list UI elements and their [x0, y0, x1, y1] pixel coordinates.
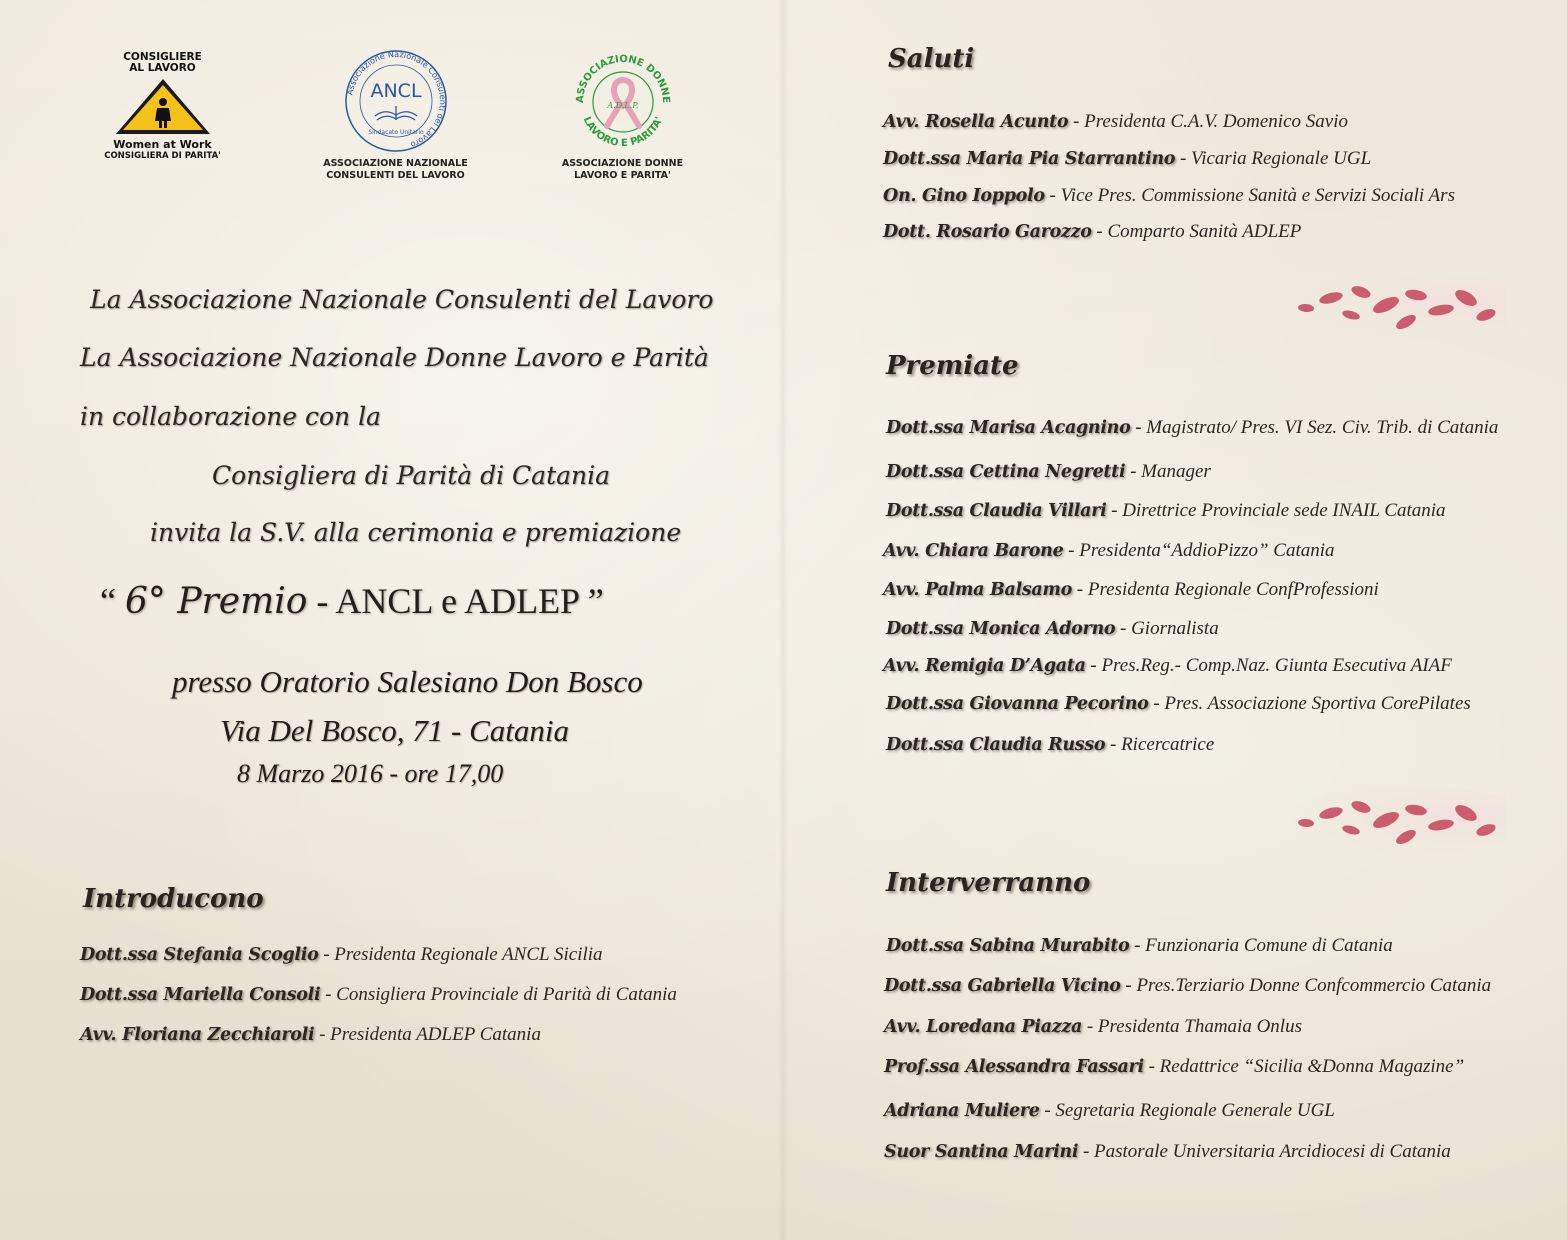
interverranno-entry [884, 1056, 1464, 1078]
logo-top-line2: AL LAVORO [129, 62, 196, 74]
premiate-entry [883, 540, 1335, 562]
premiate-entry [886, 618, 1219, 640]
address: Via Del Bosco, 71 - Catania [220, 713, 569, 748]
rose-petals-decoration [1211, 270, 1506, 340]
adlep-caption-1: ASSOCIAZIONE DONNE [561, 158, 684, 169]
premiate-entry [886, 693, 1471, 715]
premiate-title: Premiate [886, 351, 1019, 381]
ancl-emblem-text: ANCL [369, 80, 422, 102]
premiate-entry [883, 655, 1452, 677]
award-open-quote: “ [100, 581, 125, 621]
interverranno-title: Interverranno [886, 868, 1091, 898]
invitation-line-1: La Associazione Nazionale Consulenti del Lavoro [90, 285, 714, 314]
premiate-entry [886, 500, 1446, 522]
person-role: - Manager [1125, 461, 1211, 482]
adlep-logo [555, 50, 690, 182]
open-book-icon [375, 106, 417, 120]
person-name: Avv. Chiara Barone [883, 541, 1064, 561]
person-name: Dott.ssa Mariella Consoli [80, 985, 321, 1005]
award-organizers: ANCL e ADLEP [335, 581, 579, 621]
person-name: Dott.ssa Gabriella Vicino [884, 976, 1121, 996]
invitation-line-3: in collaborazione con la [80, 402, 381, 431]
person-name: On. Gino Ioppolo [883, 186, 1045, 206]
introducono-entry [80, 1024, 541, 1046]
rose-petals-decoration [1211, 785, 1506, 855]
person-role: - Presidenta C.A.V. Domenico Savio [1068, 111, 1348, 132]
person-role: - Pres.Terziario Donne Confcommercio Catania [1120, 975, 1492, 996]
person-name: Avv. Rosella Acunto [883, 112, 1069, 132]
premiate-entry [886, 417, 1498, 439]
logo-caption: Women at Work [113, 138, 212, 151]
person-role: - Pres.Reg.- Comp.Naz. Giunta Esecutiva AIAF [1085, 655, 1452, 676]
interverranno-entry [884, 1141, 1451, 1163]
person-name: Dott. Rosario Garozzo [883, 222, 1092, 242]
person-name: Dott.ssa Sabina Murabito [886, 936, 1130, 956]
person-name: Dott.ssa Maria Pia Starrantino [883, 149, 1176, 169]
person-role: - Redattrice “Sicilia &Donna Magazine” [1143, 1056, 1465, 1077]
award-close-quote: ” [578, 581, 604, 621]
right-panel [783, 0, 1567, 1240]
adlep-emblem [571, 50, 675, 154]
person-name: Dott.ssa Monica Adorno [886, 619, 1116, 639]
person-role: - Presidenta Thamaia Onlus [1082, 1016, 1302, 1037]
interverranno-entry [884, 1016, 1302, 1038]
saluti-entry [883, 221, 1301, 243]
person-role: - Giornalista [1115, 618, 1219, 639]
person-name: Suor Santina Marini [884, 1142, 1079, 1162]
introducono-title: Introducono [83, 884, 264, 914]
person-name: Avv. Floriana Zecchiaroli [80, 1025, 315, 1045]
introducono-entry [80, 984, 677, 1006]
ancl-ring-bottom: Sindacato Unitario [367, 129, 424, 136]
person-role: - Direttrice Provinciale sede INAIL Catania [1106, 500, 1446, 521]
invitation-line-4: Consigliera di Parità di Catania [212, 461, 611, 490]
person-role: - Presidenta ADLEP Catania [314, 1024, 541, 1045]
event-date: 8 Marzo 2016 - ore 17,00 [237, 759, 504, 788]
person-name: Avv. Remigia D’Agata [883, 656, 1086, 676]
interverranno-entry [884, 975, 1491, 997]
person-role: - Ricercatrice [1105, 734, 1215, 755]
person-role: - Comparto Sanità ADLEP [1091, 221, 1302, 242]
person-role: - Segretaria Regionale Generale UGL [1039, 1100, 1335, 1121]
saluti-entry [883, 185, 1455, 207]
ancl-emblem [341, 48, 451, 154]
adlep-ring-top: ASSOCIAZIONE DONNE [574, 53, 671, 104]
person-name: Prof.ssa Alessandra Fassari [884, 1057, 1144, 1077]
consigliere-logo [95, 52, 230, 161]
person-role: - Presidenta Regionale ANCL Sicilia [318, 944, 603, 965]
person-role: - Presidenta Regionale ConfProfessioni [1072, 579, 1379, 600]
invitation-line-2: La Associazione Nazionale Donne Lavoro e Parità [80, 343, 709, 372]
warning-sign-woman-icon [113, 77, 213, 137]
premiate-entry [883, 579, 1379, 601]
invitation-line-5: invita la S.V. alla cerimonia e premiazione [150, 518, 682, 547]
person-role: - Pastorale Universitaria Arcidiocesi di Catania [1078, 1141, 1451, 1162]
person-name: Dott.ssa Marisa Acagnino [886, 418, 1131, 438]
person-name: Dott.ssa Claudia Russo [886, 735, 1106, 755]
premiate-entry [886, 461, 1211, 483]
interverranno-entry [886, 935, 1393, 957]
person-role: - Presidenta“AddioPizzo” Catania [1063, 540, 1335, 561]
person-role: - Magistrato/ Pres. VI Sez. Civ. Trib. di Catania [1130, 417, 1499, 438]
award-title [100, 580, 604, 622]
person-name: Avv. Palma Balsamo [883, 580, 1073, 600]
person-name: Avv. Loredana Piazza [884, 1017, 1083, 1037]
person-name: Dott.ssa Claudia Villari [886, 501, 1107, 521]
venue: presso Oratorio Salesiano Don Bosco [172, 664, 643, 699]
person-role: - Pres. Associazione Sportiva CorePilates [1148, 693, 1471, 714]
person-role: - Funzionaria Comune di Catania [1129, 935, 1393, 956]
ancl-ring-text: Associazione Nazionale Consulenti del Lavoro [343, 48, 448, 151]
award-dash: - [307, 581, 336, 621]
logo-top-line1: CONSIGLIERE [123, 51, 202, 63]
person-name: Dott.ssa Giovanna Pecorino [886, 694, 1149, 714]
saluti-entry [883, 111, 1348, 133]
ancl-caption-2: CONSULENTI DEL LAVORO [326, 170, 465, 181]
left-panel [0, 0, 783, 1240]
premiate-entry [886, 734, 1214, 756]
saluti-entry [883, 148, 1371, 170]
person-role: - Vicaria Regionale UGL [1175, 148, 1372, 169]
award-name: 6° Premio [124, 581, 308, 622]
adlep-ring-bottom: LAVORO E PARITA' [580, 115, 665, 150]
ancl-caption-1: ASSOCIAZIONE NAZIONALE [323, 158, 468, 169]
ancl-logo [318, 48, 473, 182]
person-name: Dott.ssa Stefania Scoglio [80, 945, 319, 965]
person-name: Adriana Muliere [884, 1101, 1040, 1121]
logo-subcaption: CONSIGLIERA DI PARITA' [104, 151, 221, 161]
person-name: Dott.ssa Cettina Negretti [886, 462, 1126, 482]
saluti-title: Saluti [888, 44, 975, 74]
person-role: - Vice Pres. Commissione Sanità e Servizi Sociali Ars [1044, 185, 1455, 206]
adlep-caption-2: LAVORO E PARITA' [574, 170, 671, 181]
interverranno-entry [884, 1100, 1335, 1122]
person-role: - Consigliera Provinciale di Parità di Catania [320, 984, 677, 1005]
adlep-emblem-text: A.D.L.P. [606, 101, 639, 110]
introducono-entry [80, 944, 603, 966]
